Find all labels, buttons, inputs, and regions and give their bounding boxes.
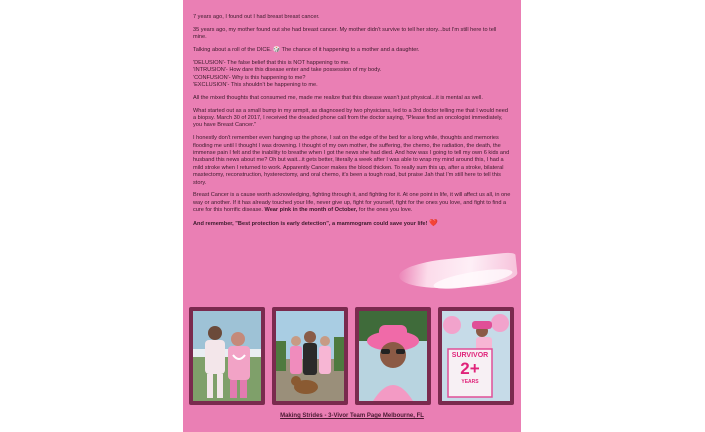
dice-text-start: Talking about a roll of the DICE. [193,47,272,53]
photo-group-image [276,311,344,401]
paragraph-dice-list [193,60,511,90]
story-page [183,0,521,432]
heart-icon: ❤️ [428,220,438,228]
photo-pink-hat-selfie[interactable] [355,307,431,405]
remember-text: And remember, "Best protection is early detection", a mammogram could save your life! [193,221,428,228]
survivor-sign-title: SURVIVOR [451,352,489,359]
photo-strip [187,307,517,407]
cta-bold-text: Wear pink in the month of October, [264,207,358,214]
photo-couple-image [193,311,261,401]
paragraph-mental: All the mixed thoughts that consumed me, made me realize that this disease wasn't just physical...it is mental as well. [193,94,483,101]
survivor-sign-sub: YEARS [461,379,479,385]
photo-caption-link[interactable]: Making Strides - 3-Vivor Team Page Melbourne, FL [280,413,424,419]
cta-text-end: for the ones you love. [358,207,413,214]
list-item-delusion: 'DELUSION'- The false belief that this is NOT happening to me. [193,59,350,66]
photo-survivor-image [442,311,510,401]
photo-survivor-sign[interactable] [438,307,514,405]
photo-couple-in-pink[interactable] [189,307,265,405]
paragraph-diagnosis: What started out as a small bump in my armpit, as diagnosed by two physicians, led to a 3rd doctor telling me that I would need a biopsy. March 30 of 2017, I received the dreaded phone call from the doctor saying, "Please find an oncologist immediately, you have Breast Cancer." [193,107,508,129]
photo-selfie-drawing [359,311,427,401]
survivor-sign-text [448,349,492,397]
paragraph-journey: I honestly don't remember even hanging up the phone, I sat on the edge of the bed for a long while, thoughts and memories flooding me until I thought I was drowning. I thought of my own mother, the suffering, the chemo, the radiation, the death, the immense pain I felt and the inability to breathe when I got the news she had died. And how was I going to tell my own 6 kids and husband this news about me? Oh but wait...it gets better, literally a week after I was able to wrap my mind around this, I had a mild stroke when I returned to work. Apparently Cancer makes the blood thicken. To really sum this up, after a stroke, bilateral mastectomy, reconstruction, hysterectomy, and oral chemo, it's been a tough road, but praise Jah that I'm still here to tell this story. [193,135,510,186]
paragraph-dice [193,47,511,54]
paragraph-call-to-action [193,192,511,214]
dice-icon: 🎲 [273,47,281,53]
list-item-exclusion: 'EXCLUSION'- This shouldn't be happening to me. [193,82,318,89]
list-item-intrusion: 'INTRUSION'- How dare this disease enter and take possession of my body. [193,67,382,74]
photo-selfie-image [359,311,427,401]
paragraph-remember [193,220,511,228]
dice-text-end: The chance of it happening to a mother and a daughter. [281,47,420,53]
photo-couple-drawing [193,311,261,401]
list-item-confusion: 'CONFUSION'- Why is this happening to me? [193,74,306,81]
survivor-sign-number: 2+ [460,359,480,378]
photo-group-drawing [276,311,344,401]
photo-group-with-dog[interactable] [272,307,348,405]
story-text [193,14,511,234]
cta-text: Breast Cancer is a cause worth acknowledging, fighting through it, and fighting for it. At one point in life, it will affect us all, in one way or another. If it has already touched your life, never give up, fight for yourself, fight for the ones you love, and fight to find a cure for this horrific disease. [193,192,511,214]
paragraph-intro: 7 years ago, I found out I had breast breast cancer. [193,14,320,20]
paragraph-mother: 35 years ago, my mother found out she had breast cancer. My mother didn't survive to tell her story...but I'm still here to tell mine. [193,26,497,41]
